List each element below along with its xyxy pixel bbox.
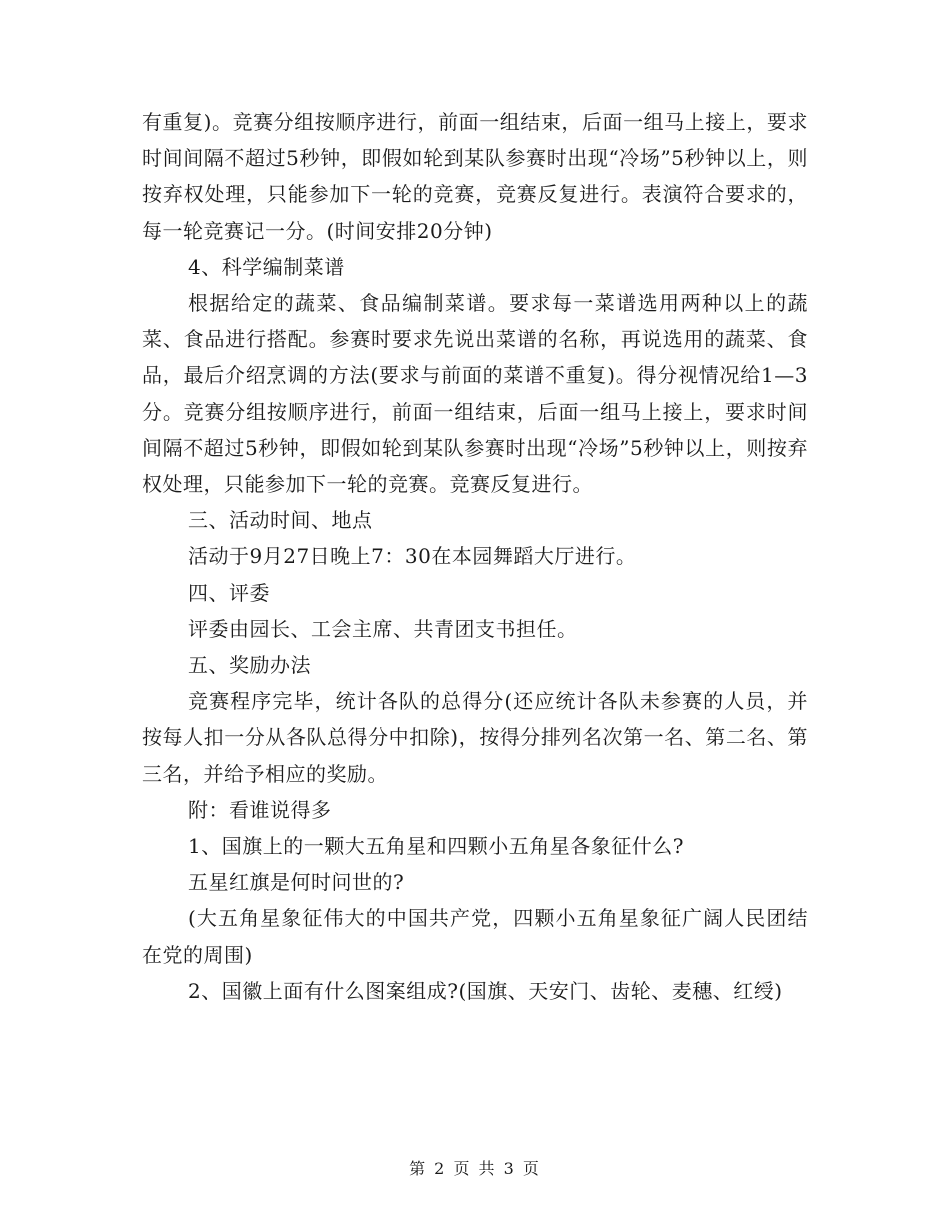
document-body bbox=[142, 104, 808, 1009]
paragraph-time-place: 活动于9月27日晚上7：30在本园舞蹈大厅进行。 bbox=[188, 544, 637, 569]
answer-1: (大五角星象征伟大的中国共产党，四颗小五角星象征广阔人民团结在党的周围) bbox=[142, 906, 808, 967]
section-heading-time-place: 三、活动时间、地点 bbox=[188, 508, 373, 533]
question-2: 2、国徽上面有什么图案组成?(国旗、天安门、齿轮、麦穗、红绶) bbox=[188, 978, 783, 1003]
section-heading-recipe: 4、科学编制菜谱 bbox=[188, 254, 345, 279]
question-1: 1、国旗上的一颗大五角星和四颗小五角星各象征什么? bbox=[188, 834, 684, 859]
question-1b: 五星红旗是何时问世的? bbox=[188, 870, 405, 895]
section-heading-awards: 五、奖励办法 bbox=[188, 653, 311, 678]
paragraph-judges: 评委由园长、工会主席、共青团支书担任。 bbox=[188, 616, 578, 641]
page-number-footer: 第 2 页 共 3 页 bbox=[409, 1159, 541, 1178]
section-heading-appendix: 附：看谁说得多 bbox=[188, 797, 332, 822]
paragraph-1: 有重复)。竞赛分组按顺序进行，前面一组结束，后面一组马上接上，要求时间间隔不超过5秒钟，即假如轮到某队参赛时出现“冷场”5秒钟以上，则按弃权处理，只能参加下一轮的竞赛，竞赛反复进行。表演符合要求的，每一轮竞赛记一分。(时间安排20分钟) bbox=[142, 110, 808, 243]
section-heading-judges: 四、评委 bbox=[188, 580, 270, 605]
paragraph-recipe-rules: 根据给定的蔬菜、食品编制菜谱。要求每一菜谱选用两种以上的蔬菜、食品进行搭配。参赛时要求先说出菜谱的名称，再说选用的蔬菜、食品，最后介绍烹调的方法(要求与前面的菜谱不重复)。得分视情况给1—3分。竞赛分组按顺序进行，前面一组结束，后面一组马上接上，要求时间间隔不超过5秒钟，即假如轮到某队参赛时出现“冷场”5秒钟以上，则按弃权处理，只能参加下一轮的竞赛。竞赛反复进行。 bbox=[142, 291, 808, 497]
paragraph-awards: 竞赛程序完毕，统计各队的总得分(还应统计各队未参赛的人员，并按每人扣一分从各队总得分中扣除)，按得分排列名次第一名、第二名、第三名，并给予相应的奖励。 bbox=[142, 689, 808, 786]
